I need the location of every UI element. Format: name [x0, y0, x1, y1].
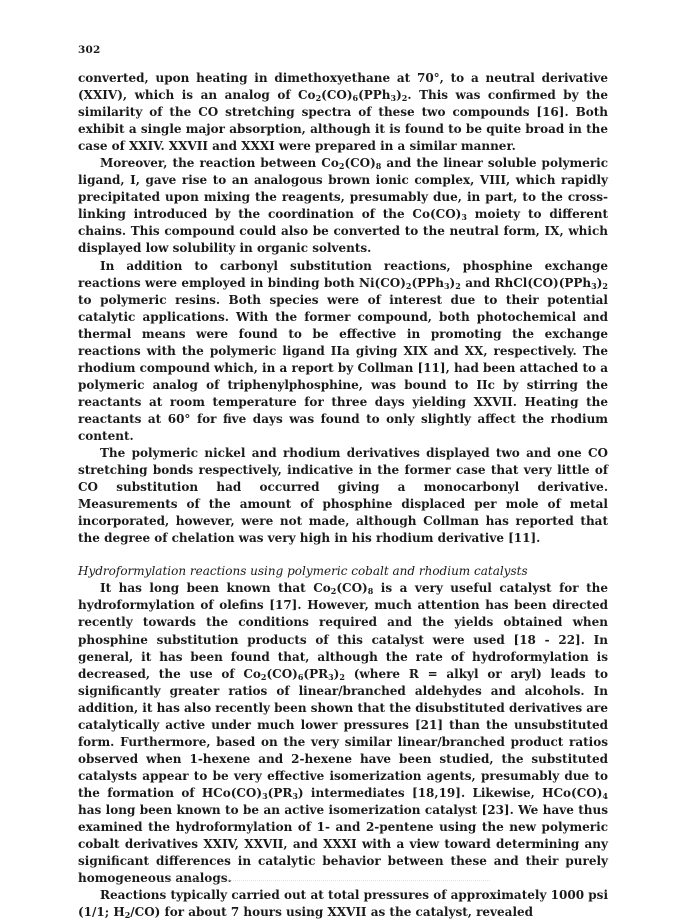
subscript: 2 — [330, 586, 337, 597]
paragraph — [78, 887, 608, 921]
text-run: (CO) — [336, 581, 368, 596]
subscript: 3 — [262, 790, 268, 801]
text-run: (CO) — [266, 666, 298, 681]
subscript: 2 — [124, 910, 131, 921]
text-run: (PR — [303, 666, 329, 681]
paragraph — [78, 258, 608, 446]
page-number: 302 — [78, 44, 101, 56]
text-run: ) — [449, 275, 456, 290]
text-run: In addition to carbonyl substitution reactions, phosphine exchange reactions were employed in binding both Ni(CO) — [78, 258, 608, 290]
subscript: 8 — [367, 586, 374, 597]
text-run: ) — [596, 275, 603, 290]
text-run: moiety to different chains. This compound could also be converted to the neutral form, IX, which displayed low solubility in organic solvents. — [78, 207, 608, 256]
subscript: 2 — [401, 93, 408, 104]
text-run: /CO) for about 7 hours using XXVII as the catalyst, revealed — [130, 905, 534, 920]
subscript: 8 — [375, 161, 382, 172]
text-run: is a very useful catalyst for the hydroformylation of olefins [17]. However, much attention has been directed recently towards the conditions required and the yields obtained when phosphine substitution products of this catalyst were used [18 - 22]. In general, it has been found that, although the rate of hydroformylation is decreased, the use of Co — [78, 581, 609, 681]
text-run: (PPh — [411, 275, 444, 290]
subscript: 2 — [339, 671, 345, 682]
text-run: and RhCl(CO)(PPh — [460, 275, 592, 290]
subscript: 3 — [292, 790, 298, 801]
text-run: ) — [333, 666, 340, 681]
text-run: to polymeric resins. Both species were of interest due to their potential catalytic applications. With the former compound, both photochemical and thermal means were found to be effective in promoting the exchange reactions with the polymeric ligand IIa giving XIX and XX, respectively. The rhodium compound which, in a report by Collman [11], had been attached to a polymeric analog of triphenylphosphine, was bound to IIc by stirring the reactants at room temperature for three days yielding XXVII. Heating the reactants at 60° for five days was found to only slightly affect the rhodium content. — [78, 292, 608, 443]
text-run: (PR — [267, 785, 293, 800]
text-run: It has long been known that Co — [100, 581, 331, 596]
subscript: 3 — [390, 93, 397, 104]
text-run: . This was confirmed by the similarity of the CO stretching spectra of these two compounds [16]. Both exhibit a single major absorption, although it is found to be quite broad in the case of XXIV. XXVII and XXXI were prepared in a similar manner. — [78, 88, 609, 154]
subscript: 3 — [591, 280, 597, 291]
text-run: The polymeric nickel and rhodium derivatives displayed two and one CO stretching bonds respectively, indicative in the former case that very little of CO substitution had occurred giving a monocarbonyl derivative. Measurements of the amount of phosphine displaced per mole of metal incorporated, however, were not made, although Collman has reported that the degree of chelation was very high in his rhodium derivative [11]. — [78, 446, 608, 546]
subscript: 6 — [352, 93, 359, 104]
text-run: Moreover, the reaction between Co — [100, 156, 339, 171]
text-run: and the linear soluble polymeric ligand, I, gave rise to an analogous brown ionic complex, VIII, which rapidly precipitated upon mixing the reagents, presumably due, in part, to the cross-linking introduced by the coordination of the Co(CO) — [78, 156, 608, 222]
text-run: (CO) — [344, 156, 376, 171]
text-run: converted, upon heating in dimethoxyethane at 70°, to a neutral derivative (XXIV), which is an analog of Co — [78, 71, 608, 103]
subscript: 4 — [602, 790, 608, 801]
subscript: 2 — [602, 280, 608, 291]
text-run: Reactions typically carried out at total pressures of approximately 1000 psi (1/1; H — [78, 888, 608, 920]
text-run: ) — [396, 88, 402, 103]
text-run: (CO) — [321, 88, 353, 103]
text-run: (where R = alkyl or aryl) leads to significantly greater ratios of linear/branched aldehydes and alcohols. In addition, it has also recently been shown that the disubstituted derivatives are catalytically active under much lower pressures [21] than the unsubstituted form. Furthermore, based on the very similar linear/branched product ratios observed when 1-hexene and 2-hexene have been studied, the substituted catalysts appear to be very effective isomerization agents, presumably due to the formation of HCo(CO) — [78, 666, 609, 800]
text-run: ) intermediates [18,19]. Likewise, HCo(CO) — [297, 785, 603, 800]
body-text — [78, 70, 608, 921]
scan-artifact — [150, 880, 490, 883]
subscript: 2 — [338, 161, 345, 172]
paragraph — [78, 70, 608, 155]
subscript: 2 — [260, 671, 267, 682]
subscript: 3 — [461, 212, 467, 223]
paragraph — [78, 580, 608, 887]
section-heading: Hydroformylation reactions using polymeric cobalt and rhodium catalysts — [78, 564, 528, 579]
paragraph — [78, 445, 608, 547]
subscript: 2 — [315, 93, 322, 104]
paragraph — [78, 155, 608, 257]
subscript: 3 — [443, 280, 450, 291]
subscript: 6 — [297, 671, 304, 682]
text-run: has long been known to be an active isomerization catalyst [23]. We have thus examined the hydroformylation of 1- and 2-pentene using the new polymeric cobalt derivatives XXIV, XXVII, and XXXI with a view toward determining any significant differences in catalytic behavior between these and their purely homogeneous analogs. — [78, 802, 608, 886]
subscript: 2 — [405, 280, 412, 291]
text-run: (PPh — [358, 88, 391, 103]
subscript: 3 — [328, 671, 334, 682]
subscript: 2 — [455, 280, 461, 291]
